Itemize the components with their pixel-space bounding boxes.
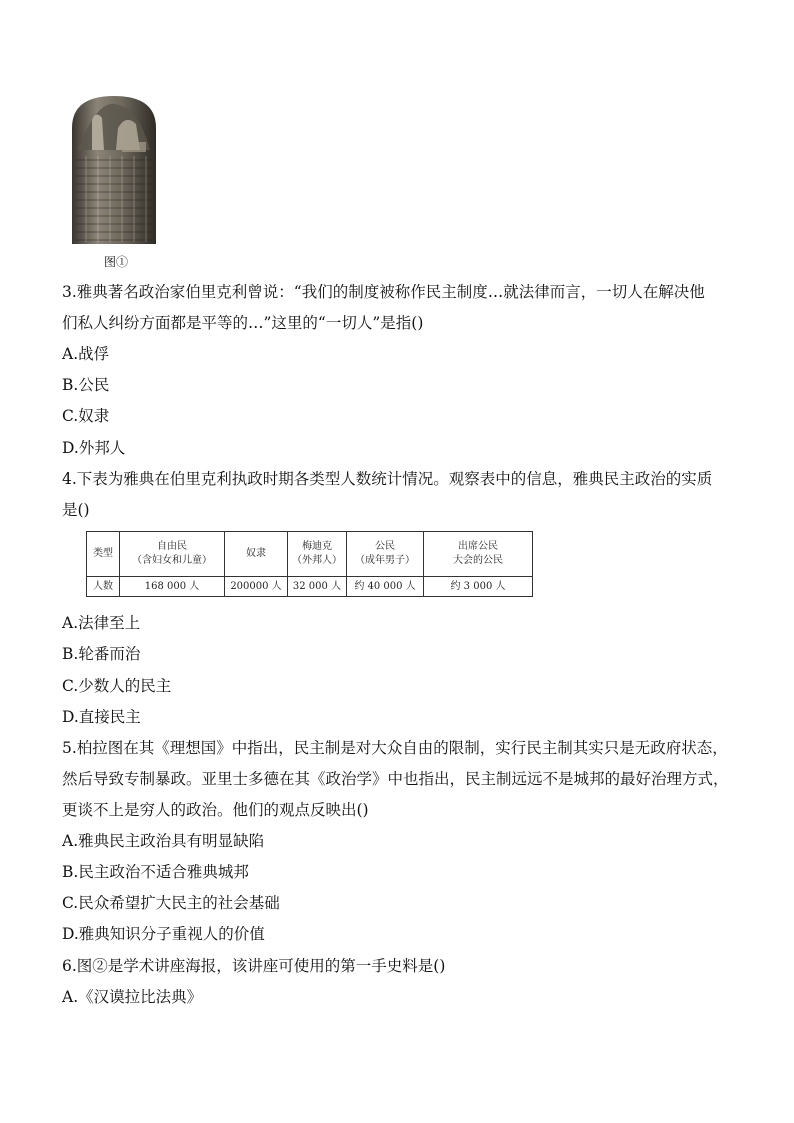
q4-option-d: D.直接民主 — [62, 708, 141, 726]
q6-option-a: A.《汉谟拉比法典》 — [62, 988, 203, 1006]
table-header-cell: 公民 （成年男子） — [347, 532, 424, 577]
q4-option-c: C.少数人的民主 — [62, 677, 172, 695]
q5-option-d: D.雅典知识分子重视人的价值 — [62, 925, 265, 943]
table-value-label: 人数 — [87, 577, 120, 597]
q3-stem-line2: 们私人纠纷方面都是平等的…”这里的“一切人”是指() — [62, 314, 424, 332]
q3-stem-line1: 3.雅典著名政治家伯里克利曾说：“我们的制度被称作民主制度…就法律而言，一切人在解决他 — [62, 283, 705, 301]
q5-option-a: A.雅典民主政治具有明显缺陷 — [62, 832, 265, 850]
q3-option-b: B.公民 — [62, 376, 110, 394]
q5-option-b: B.民主政治不适合雅典城邦 — [62, 863, 249, 881]
figure-caption: 图① — [104, 255, 129, 269]
q5-stem-line1: 5.柏拉图在其《理想国》中指出，民主制是对大众自由的限制，实行民主制其实只是无政府状态， — [62, 739, 728, 757]
table-cell: 约 40 000 人 — [347, 577, 424, 597]
q3-option-d: D.外邦人 — [62, 439, 126, 457]
table-header-cell: 奴隶 — [225, 532, 288, 577]
q5-option-c: C.民众希望扩大民主的社会基础 — [62, 894, 280, 912]
table-row-header: 类型 — [87, 532, 120, 577]
table-cell: 约 3 000 人 — [424, 577, 533, 597]
table-header-cell: 梅迪克 （外邦人） — [288, 532, 347, 577]
q3-option-c: C.奴隶 — [62, 407, 110, 425]
table-cell: 200000 人 — [225, 577, 288, 597]
q5-stem-line2: 然后导致专制暴政。亚里士多德在其《政治学》中也指出，民主制远远不是城邦的最好治理方式， — [62, 770, 729, 788]
table-cell: 32 000 人 — [288, 577, 347, 597]
q4-stem-line2: 是() — [62, 501, 90, 519]
table-cell: 168 000 人 — [120, 577, 225, 597]
q3-option-a: A.战俘 — [62, 345, 110, 363]
q4-stem-line1: 4.下表为雅典在伯里克利执政时期各类型人数统计情况。观察表中的信息，雅典民主政治的实质 — [62, 470, 713, 488]
q6-stem-line1: 6.图②是学术讲座海报，该讲座可使用的第一手史料是() — [62, 957, 446, 975]
q4-option-b: B.轮番而治 — [62, 645, 141, 663]
q5-stem-line3: 更谈不上是穷人的政治。他们的观点反映出() — [62, 801, 369, 819]
population-table — [86, 531, 533, 597]
table-header-cell: 自由民 （含妇女和儿童） — [120, 532, 225, 577]
table-header-cell: 出席公民 大会的公民 — [424, 532, 533, 577]
q4-option-a: A.法律至上 — [62, 614, 141, 632]
stele-image — [66, 94, 162, 244]
